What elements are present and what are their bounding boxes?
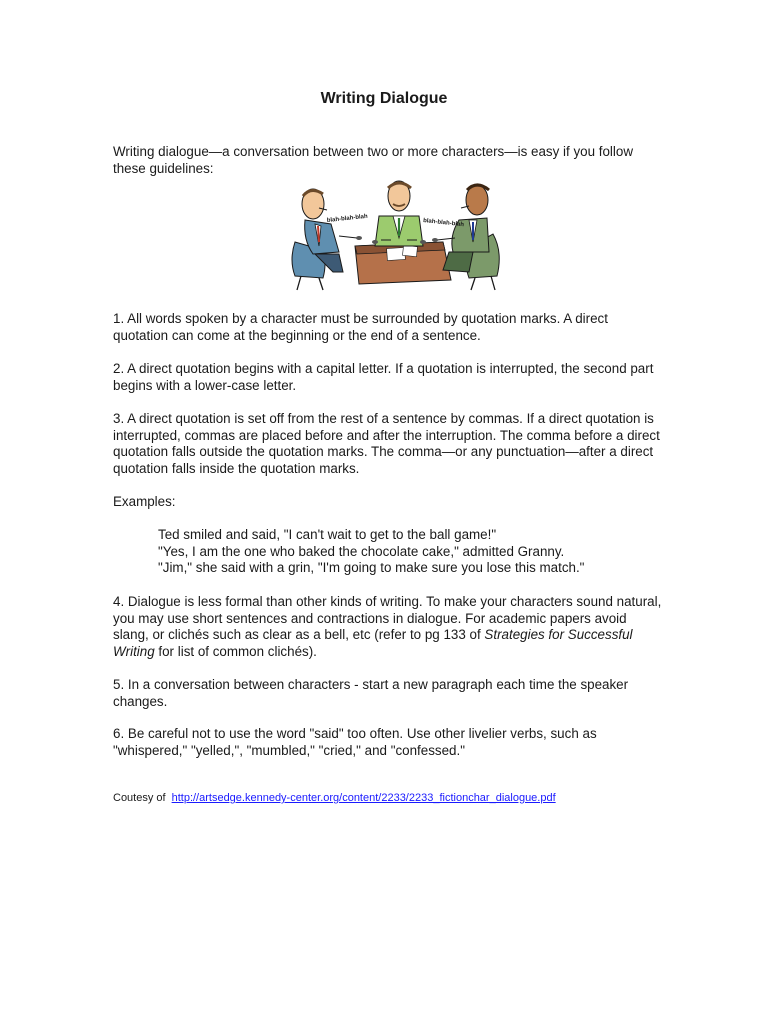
examples-label: Examples: (113, 494, 176, 509)
source-link[interactable]: http://artsedge.kennedy-center.org/content/2233/2233_fictionchar_dialogue.pdf (171, 792, 556, 804)
example-item: Ted smiled and said, "I can't wait to get to the ball game!" (158, 527, 497, 542)
example-item: "Yes, I am the one who baked the chocolate cake," admitted Granny. (158, 543, 565, 559)
speech-right: blah-blah-blah (422, 218, 465, 229)
rule-5: 5. In a conversation between characters - start a new paragraph each time the speaker changes. (113, 677, 629, 709)
speech-left: blah-blah-blah (326, 213, 368, 224)
discussion-illustration (283, 180, 508, 293)
desk (355, 242, 451, 284)
book-title: Strategies for Successful Writing (113, 627, 633, 659)
page-title: Writing Dialogue (320, 90, 448, 107)
rule-1: 1. All words spoken by a character must be surrounded by quotation marks. A direct quotation can come at the beginning or the end of a sentence. (113, 311, 608, 343)
rule-3: 3. A direct quotation is set off from the rest of a sentence by commas. If a direct quotation is interrupted, commas are placed before and after the interruption. The comma before a direct quotation falls outside the quotation marks. The comma—or any punctuation—after a direct quotation falls inside the quotation marks. (113, 411, 660, 476)
rule-6: 6. Be careful not to use the word "said" too often. Use other livelier verbs, such as "whispered," "yelled,", "mumbled," "cried," and "confessed." (113, 726, 597, 758)
rule-2: 2. A direct quotation begins with a capital letter. If a quotation is interrupted, the second part begins with a lower-case letter. (113, 361, 654, 393)
rule-4 (113, 594, 665, 660)
rule-4-text: 4. Dialogue is less formal than other kinds of writing. To make your characters sound natural, you may use short sentences and contractions in dialogue. For academic papers avoid slang, or clichés such as clear as a bell, etc (refer to pg 133 of (113, 594, 662, 643)
example-item: "Jim," she said with a grin, "I'm going to make sure you lose this match." (158, 560, 585, 576)
source-line (113, 791, 556, 805)
center-character (372, 181, 426, 246)
examples-list (158, 527, 678, 577)
intro-paragraph: Writing dialogue—a conversation between two or more characters—is easy if you follow these guidelines: (113, 144, 633, 176)
left-character (292, 189, 362, 290)
rule-4-text-end: for list of common clichés). (154, 643, 317, 659)
source-label: Coutesy of (113, 792, 166, 804)
